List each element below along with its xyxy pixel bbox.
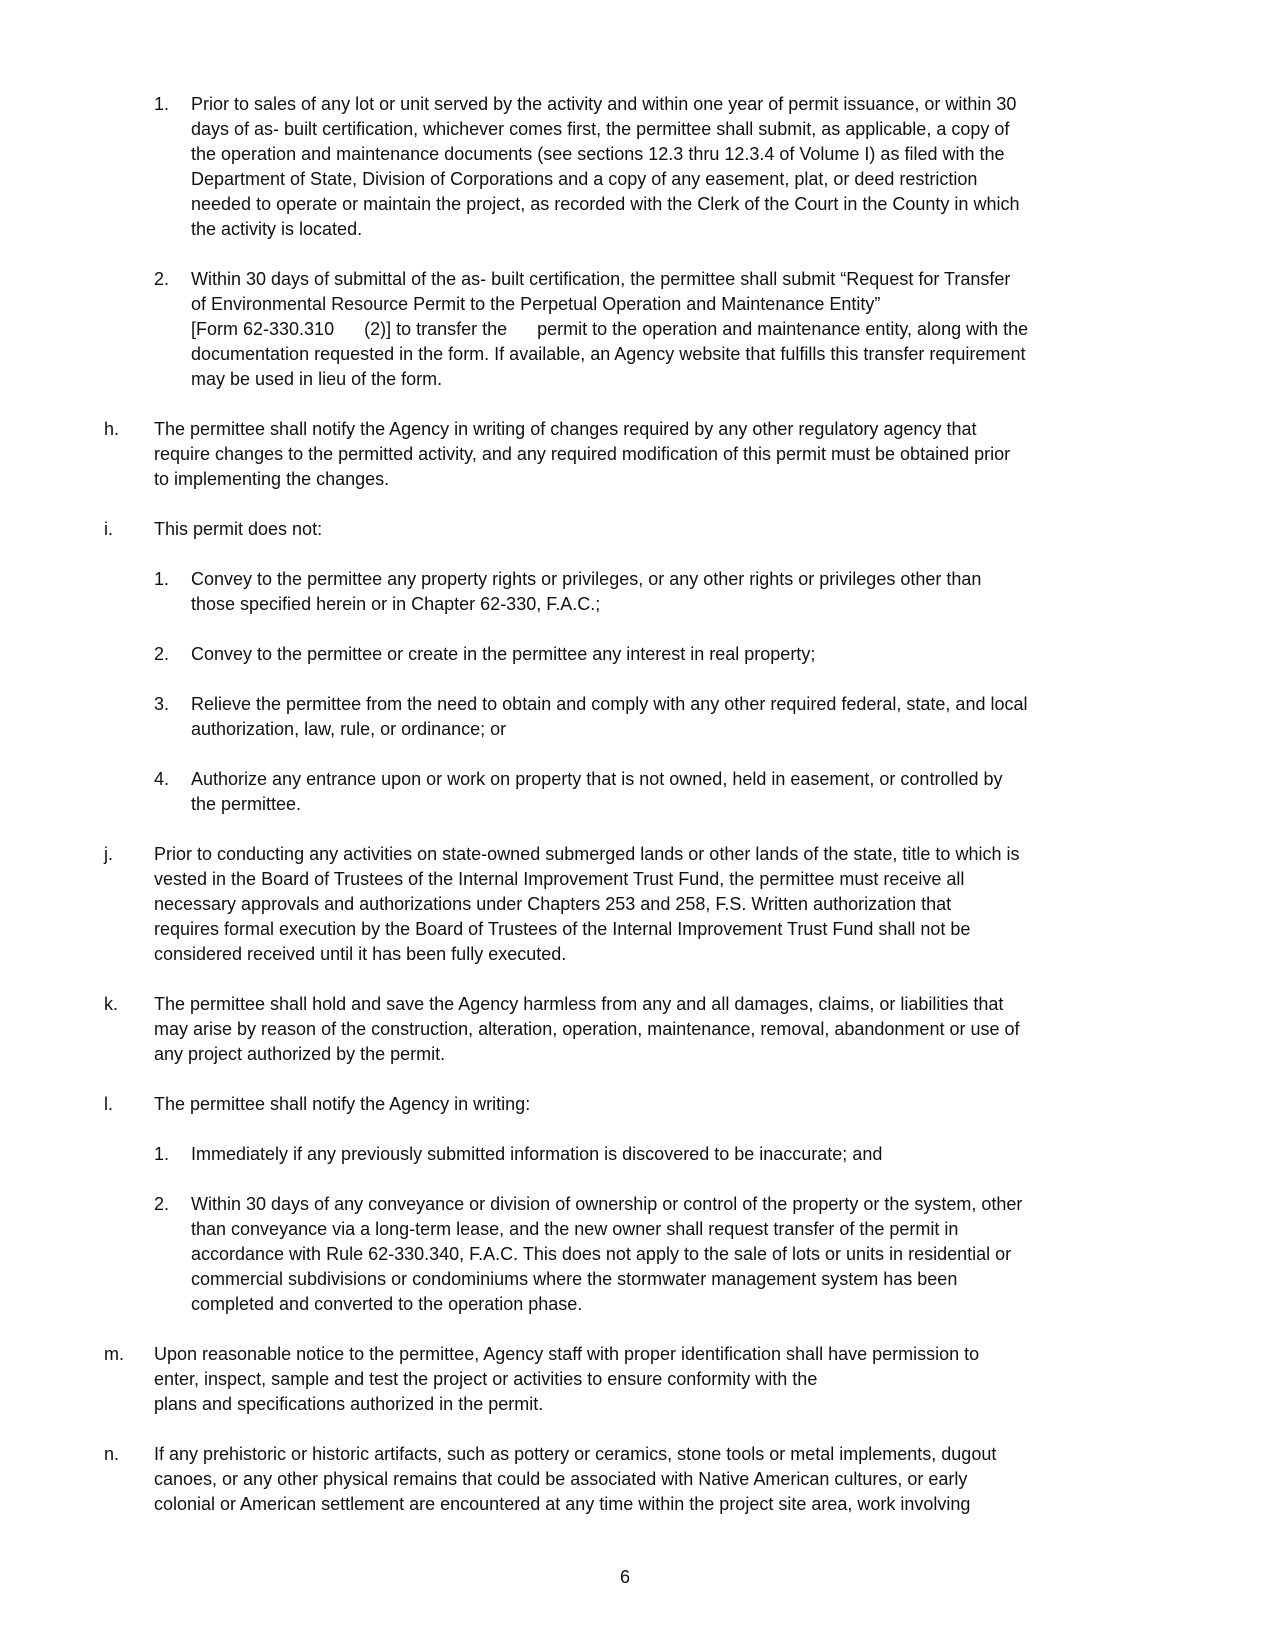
- text-line: any project authorized by the permit.: [154, 1044, 446, 1064]
- item-letter: l.: [104, 1094, 113, 1114]
- text-line: necessary approvals and authorizations under Chapters 253 and 258, F.S. Written authorization that: [154, 894, 952, 914]
- text-line: Prior to conducting any activities on state-owned submerged lands or other lands of the state, title to which is: [154, 844, 1020, 864]
- text-line: vested in the Board of Trustees of the Internal Improvement Trust Fund, the permittee must receive all: [154, 869, 965, 889]
- text-line: those specified herein or in Chapter 62-330, F.A.C.;: [191, 594, 601, 614]
- item-text: [191, 267, 1028, 392]
- text-line: The permittee shall hold and save the Agency harmless from any and all damages, claims, or liabilities that: [154, 994, 1004, 1014]
- item-letter: i.: [104, 519, 113, 539]
- item-text: [154, 992, 1020, 1067]
- text-line: the operation and maintenance documents (see sections 12.3 thru 12.3.4 of Volume I) as filed with the: [191, 144, 1005, 164]
- item-text: [154, 417, 1010, 492]
- text-line: The permittee shall notify the Agency in writing:: [154, 1094, 531, 1114]
- item-number: 2.: [154, 269, 170, 289]
- text-line: commercial subdivisions or condominiums where the stormwater management system has been: [191, 1269, 958, 1289]
- text-line: the permittee.: [191, 794, 302, 814]
- text-line: Authorize any entrance upon or work on property that is not owned, held in easement, or controlled by: [191, 769, 1003, 789]
- text-line: completed and converted to the operation phase.: [191, 1294, 583, 1314]
- text-line: Relieve the permittee from the need to obtain and comply with any other required federal, state, and local: [191, 694, 1028, 714]
- item-text: [154, 1342, 979, 1417]
- item-text: [191, 642, 815, 667]
- text-line: than conveyance via a long-term lease, and the new owner shall request transfer of the permit in: [191, 1219, 959, 1239]
- text-line: Upon reasonable notice to the permittee, Agency staff with proper identification shall have permission to: [154, 1344, 980, 1364]
- text-line: This permit does not:: [154, 519, 323, 539]
- item-text: [191, 1192, 1022, 1317]
- item-text: [154, 1442, 996, 1517]
- text-line: of Environmental Resource Permit to the Perpetual Operation and Maintenance Entity”: [191, 294, 881, 314]
- text-line: plans and specifications authorized in the permit.: [154, 1394, 544, 1414]
- text-line: Within 30 days of any conveyance or division of ownership or control of the property or the system, other: [191, 1194, 1023, 1214]
- page-number: 6: [619, 1567, 630, 1587]
- item-number: 3.: [154, 694, 170, 714]
- text-line: The permittee shall notify the Agency in writing of changes required by any other regulatory agency that: [154, 419, 977, 439]
- text-line: canoes, or any other physical remains that could be associated with Native American cultures, or early: [154, 1469, 968, 1489]
- text-line: [Form 62-330.310 (2)] to transfer the permit to the operation and maintenance entity, along with the: [191, 319, 1029, 339]
- text-line: enter, inspect, sample and test the project or activities to ensure conformity with the: [154, 1369, 818, 1389]
- item-text: [154, 842, 1019, 967]
- text-line: may arise by reason of the construction, alteration, operation, maintenance, removal, abandonment or use of: [154, 1019, 1020, 1039]
- item-text: [154, 517, 322, 542]
- text-line: Immediately if any previously submitted information is discovered to be inaccurate; and: [191, 1144, 883, 1164]
- text-line: Convey to the permittee any property rights or privileges, or any other rights or privileges other than: [191, 569, 982, 589]
- item-text: [191, 1142, 882, 1167]
- text-line: require changes to the permitted activity, and any required modification of this permit must be obtained prior: [154, 444, 1011, 464]
- text-line: Within 30 days of submittal of the as- built certification, the permittee shall submit “Request for Transfer: [191, 269, 1011, 289]
- text-line: authorization, law, rule, or ordinance; or: [191, 719, 507, 739]
- text-line: requires formal execution by the Board of Trustees of the Internal Improvement Trust Fund shall not be: [154, 919, 971, 939]
- item-number: 4.: [154, 769, 170, 789]
- item-text: [191, 567, 981, 617]
- text-line: colonial or American settlement are encountered at any time within the project site area, work involving: [154, 1494, 971, 1514]
- item-letter: h.: [104, 419, 120, 439]
- item-letter: n.: [104, 1444, 120, 1464]
- text-line: documentation requested in the form. If available, an Agency website that fulfills this transfer requirement: [191, 344, 1026, 364]
- text-line: If any prehistoric or historic artifacts, such as pottery or ceramics, stone tools or metal implements, dugout: [154, 1444, 997, 1464]
- text-line: considered received until it has been fully executed.: [154, 944, 567, 964]
- text-line: Prior to sales of any lot or unit served by the activity and within one year of permit issuance, or within 30: [191, 94, 1017, 114]
- text-line: days of as- built certification, whichever comes first, the permittee shall submit, as applicable, a copy of: [191, 119, 1010, 139]
- item-letter: m.: [104, 1344, 124, 1364]
- item-text: [191, 692, 1027, 742]
- item-number: 2.: [154, 644, 170, 664]
- text-line: Convey to the permittee or create in the permittee any interest in real property;: [191, 644, 816, 664]
- item-number: 1.: [154, 1144, 170, 1164]
- item-text: [154, 1092, 530, 1117]
- item-letter: j.: [104, 844, 113, 864]
- item-number: 1.: [154, 569, 170, 589]
- item-text: [191, 92, 1019, 242]
- text-line: needed to operate or maintain the project, as recorded with the Clerk of the Court in the County in which: [191, 194, 1020, 214]
- item-letter: k.: [104, 994, 119, 1014]
- text-line: accordance with Rule 62-330.340, F.A.C. This does not apply to the sale of lots or units in residential or: [191, 1244, 1012, 1264]
- text-line: to implementing the changes.: [154, 469, 390, 489]
- text-line: may be used in lieu of the form.: [191, 369, 443, 389]
- text-line: the activity is located.: [191, 219, 363, 239]
- item-number: 2.: [154, 1194, 170, 1214]
- text-line: Department of State, Division of Corporations and a copy of any easement, plat, or deed restriction: [191, 169, 978, 189]
- item-text: [191, 767, 1002, 817]
- item-number: 1.: [154, 94, 170, 114]
